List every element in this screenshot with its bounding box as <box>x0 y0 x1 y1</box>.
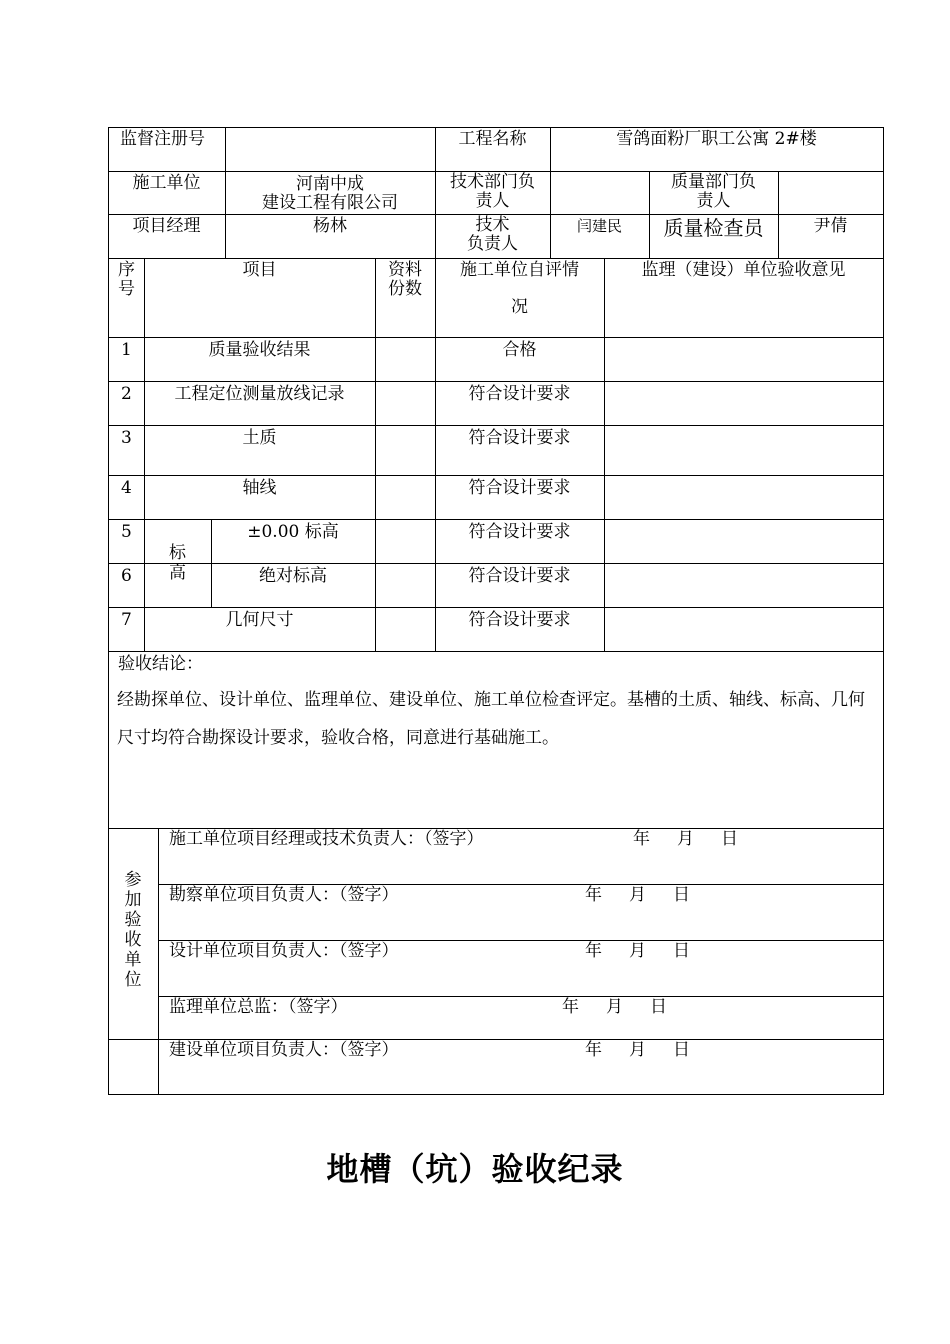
signature-month: 月 <box>629 1040 646 1060</box>
row-result: 符合设计要求 <box>468 428 571 448</box>
tech-dept-head-label-line2: 责人 <box>475 191 510 211</box>
row-seq: 5 <box>121 522 132 542</box>
conclusion-text: 经勘探单位、设计单位、监理单位、建设单位、施工单位检查评定。基槽的土质、轴线、标高、几何尺寸均符合勘探设计要求，验收合格，同意进行基础施工。 <box>117 690 865 748</box>
document-title: 地槽（坑）验收纪录 <box>326 1150 624 1188</box>
pm-value: 杨林 <box>313 216 347 236</box>
contractor-label: 施工单位 <box>132 173 201 193</box>
signature-text: 设计单位项目负责人：（签字） <box>169 941 399 961</box>
row-seq: 7 <box>121 610 132 630</box>
pm-label: 项目经理 <box>132 216 201 236</box>
signature-year: 年 <box>633 829 650 849</box>
project-name-label: 工程名称 <box>458 129 527 149</box>
conclusion-label: 验收结论： <box>118 654 203 674</box>
reg-no-label: 监督注册号 <box>120 129 205 149</box>
signature-year: 年 <box>585 885 602 905</box>
inspector-value: 尹倩 <box>813 216 848 236</box>
signature-text: 施工单位项目经理或技术负责人：（签字） <box>169 829 484 849</box>
signature-day: 日 <box>673 1040 690 1060</box>
signature-month: 月 <box>629 941 646 961</box>
row-result: 符合设计要求 <box>468 566 571 586</box>
contractor-value-line1: 河南中成 <box>296 174 364 194</box>
tech-dept-head-label-line1: 技术部门负 <box>450 172 535 192</box>
signature-year: 年 <box>585 941 602 961</box>
tech-lead-label-line1: 技术 <box>475 215 510 235</box>
signature-text: 建设单位项目负责人：（签字） <box>169 1040 399 1060</box>
quality-dept-head-label-line2: 责人 <box>696 191 731 211</box>
row-result: 符合设计要求 <box>468 478 571 498</box>
signature-text: 勘察单位项目负责人：（签字） <box>169 885 399 905</box>
row-item: 绝对标高 <box>259 566 327 586</box>
signature-day: 日 <box>721 829 738 849</box>
document-page: 监督注册号 工程名称 雪鸽面粉厂职工公寓 2#楼 施工单位 河南中成 建设工程有限公司 技术部门负 责人 质量部门负 责人 项目经理 杨林 技术 负责人 闫建民 质量检查员 尹倩 序 号 项目 资料 份数 施工单位自评情 况 监理（建设）单位验收意见 1 质量验收结果 合格 2 工程定位测量放线记录 符合设计要求 3 土质 符合设计要求 4 轴线 符合设计要求 5 ±0.00 标高 符合设计要求 6 绝对标高 符合设计要求 7 几何尺寸 符合设计要求 标 高 验收结论： 经勘探单位、设计单位、监理单位、建设单位、施工单位检查评定。基槽的土质、轴线、标高、几何尺寸均符合勘探设计要求，验收合格，同意进行基础施工。 参 加 验 收 单 位 施工单位项目经理或技术负责人：（签字） 年 月 日 勘察单位项目负责人：（签字） 年 月 日 设计单位项目负责人：（签字） 年 月 日 监理单位总监：（签字） 年 月 日 建设单位项目负责人：（签字） 年 月 日 地槽（坑）验收纪录 <box>0 0 950 1344</box>
row-item: ±0.00 标高 <box>247 522 339 542</box>
col-supervisor: 监理（建设）单位验收意见 <box>641 260 846 280</box>
col-seq-line2: 号 <box>118 279 135 299</box>
signature-year: 年 <box>562 997 579 1017</box>
signature-day: 日 <box>673 941 690 961</box>
row-item: 质量验收结果 <box>208 340 311 360</box>
signature-day: 日 <box>650 997 667 1017</box>
col-self-eval-line2: 况 <box>511 297 528 317</box>
row-seq: 6 <box>121 566 132 586</box>
signature-month: 月 <box>629 885 646 905</box>
row-result: 符合设计要求 <box>468 522 571 542</box>
row-seq: 4 <box>121 478 132 498</box>
row-seq: 2 <box>121 384 132 404</box>
row-item: 土质 <box>242 428 277 448</box>
row-result: 符合设计要求 <box>468 384 571 404</box>
contractor-value-line2: 建设工程有限公司 <box>262 193 398 213</box>
signature-year: 年 <box>585 1040 602 1060</box>
signature-text: 监理单位总监：（签字） <box>169 997 348 1017</box>
row-item: 轴线 <box>242 478 277 498</box>
row-item: 工程定位测量放线记录 <box>174 384 345 404</box>
project-name-value: 雪鸽面粉厂职工公寓 2#楼 <box>616 129 817 149</box>
row-result: 符合设计要求 <box>468 610 571 630</box>
signature-month: 月 <box>606 997 623 1017</box>
elevation-group-line1: 标 <box>169 543 186 563</box>
col-item: 项目 <box>242 260 277 280</box>
tech-lead-value: 闫建民 <box>576 217 622 235</box>
elevation-group-line2: 高 <box>169 563 186 583</box>
col-seq-line1: 序 <box>118 260 135 280</box>
col-self-eval-line1: 施工单位自评情 <box>460 260 579 280</box>
row-seq: 1 <box>121 340 132 360</box>
signature-day: 日 <box>673 885 690 905</box>
row-item: 几何尺寸 <box>225 610 294 630</box>
col-docs-line1: 资料 <box>388 260 422 280</box>
row-result: 合格 <box>502 340 537 360</box>
row-seq: 3 <box>121 428 132 448</box>
tech-lead-label-line2: 负责人 <box>467 234 518 254</box>
inspector-label: 质量检查员 <box>663 216 764 240</box>
signature-month: 月 <box>677 829 694 849</box>
col-docs-line2: 份数 <box>388 279 422 299</box>
quality-dept-head-label-line1: 质量部门负 <box>671 172 756 192</box>
